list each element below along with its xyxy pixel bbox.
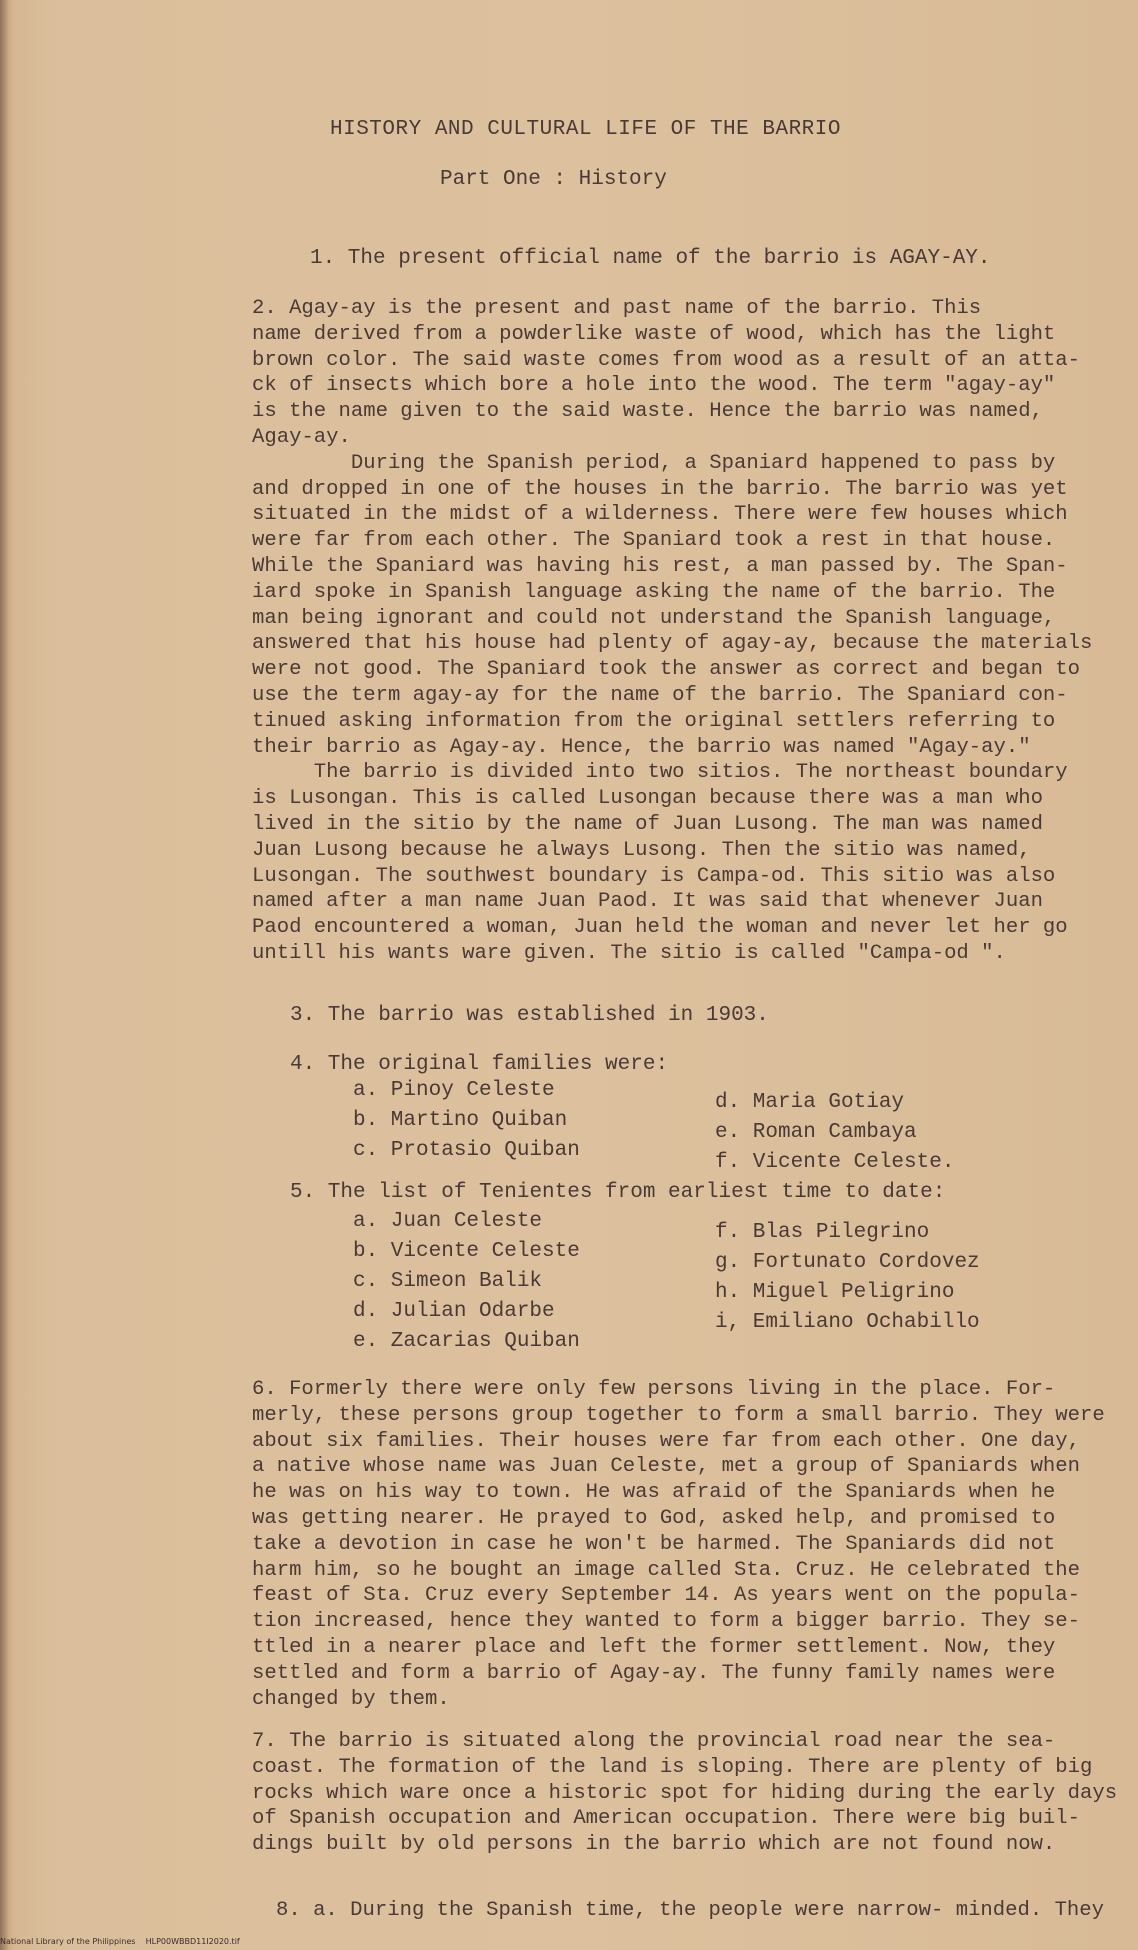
list-item: h. Miguel Peligrino [715,1281,955,1304]
paragraph-line: situated in the midst of a wilderness. There were few houses which [252,503,1068,527]
paragraph-line: name derived from a powderlike waste of wood, which has the light [252,322,1056,346]
paragraph-line: 2. Agay-ay is the present and past name of the barrio. This [252,297,982,320]
paragraph-line: of Spanish occupation and American occupation. There were big buil- [252,1807,1081,1831]
paragraph-line: were far from each other. The Spaniard took a rest in that house. [252,529,1056,553]
paragraph-line: was getting nearer. He prayed to God, asked help, and promised to [252,1506,1056,1530]
item-2-paragraph [252,296,1092,967]
list-item: i, Emiliano Ochabillo [715,1311,980,1334]
list-item: e. Roman Cambaya [715,1121,917,1144]
item-5-list-left [353,1207,580,1357]
item-4-list-left [353,1076,580,1166]
paragraph-line: While the Spaniard was having his rest, a man passed by. The Span- [252,554,1068,578]
paragraph-line: take a devotion in case he won't be harmed. The Spaniards did not [252,1532,1056,1556]
paragraph-line: feast of Sta. Cruz every September 14. As years went on the popula- [252,1584,1081,1608]
item-5-list-right [715,1218,980,1338]
item-5-heading: 5. The list of Tenientes from earliest time to date: [290,1181,946,1204]
list-item: d. Maria Gotiay [715,1091,905,1114]
archive-footer: National Library of the Philippines HLP00WBBD11I2020.tif [0,1937,240,1946]
item-4-heading: 4. The original families were: [290,1053,669,1076]
document-subtitle: Part One : History [440,168,667,191]
paragraph-line: a native whose name was Juan Celeste, met a group of Spaniards when [252,1455,1081,1479]
paragraph-line: tion increased, hence they wanted to form a bigger barrio. They se- [252,1610,1081,1634]
paragraph-line: harm him, so he bought an image called Sta. Cruz. He celebrated the [252,1558,1081,1582]
page-binding-edge [0,0,8,1950]
paragraph-line: iard spoke in Spanish language asking the name of the barrio. The [252,580,1056,604]
paragraph-line: he was on his way to town. He was afraid of the Spaniards when he [252,1481,1056,1505]
paragraph-line: is Lusongan. This is called Lusongan because there was a man who [252,787,1043,811]
list-item: b. Martino Quiban [353,1109,568,1132]
paragraph-line: dings built by old persons in the barrio which are not found now. [252,1833,1056,1857]
paragraph-line: is the name given to the said waste. Hence the barrio was named, [252,400,1043,424]
document-title: HISTORY AND CULTURAL LIFE OF THE BARRIO [330,118,841,141]
paragraph-line: lived in the sitio by the name of Juan Lusong. The man was named [252,812,1043,836]
paragraph-line: settled and form a barrio of Agay-ay. The funny family names were [252,1661,1056,1685]
paragraph-line: Paod encountered a woman, Juan held the woman and never let her go [252,916,1068,940]
paragraph-line: 6. Formerly there were only few persons living in the place. For- [252,1378,1056,1401]
paragraph-line: and dropped in one of the houses in the barrio. The barrio was yet [252,477,1068,501]
paragraph-line: ck of insects which bore a hole into the wood. The term "agay-ay" [252,374,1056,398]
paragraph-line: named after a man name Juan Paod. It was said that whenever Juan [252,890,1043,914]
paragraph-line: brown color. The said waste comes from wood as a result of an atta- [252,348,1081,372]
item-4-list-right [715,1088,954,1178]
paragraph-line: Juan Lusong because he always Lusong. Then the sitio was named, [252,838,1031,862]
item-6-paragraph [252,1377,1105,1712]
list-item: f. Vicente Celeste. [715,1151,955,1174]
paragraph-line: merly, these persons group together to form a small barrio. They were [252,1403,1105,1427]
list-item: c. Simeon Balik [353,1270,543,1293]
paragraph-line: Lusongan. The southwest boundary is Campa-od. This sitio was also [252,864,1056,888]
paragraph-line: changed by them. [252,1687,450,1711]
list-item: c. Protasio Quiban [353,1139,580,1162]
paragraph-line: ttled in a nearer place and left the former settlement. Now, they [252,1635,1056,1659]
list-item: b. Vicente Celeste [353,1240,580,1263]
paragraph-line: Agay-ay. [252,425,351,449]
paragraph-line: use the term agay-ay for the name of the barrio. The Spaniard con- [252,683,1068,707]
list-item: d. Julian Odarbe [353,1300,555,1323]
paragraph-line: 7. The barrio is situated along the provincial road near the sea- [252,1730,1056,1753]
paragraph-line: their barrio as Agay-ay. Hence, the barrio was named "Agay-ay." [252,735,1031,759]
paragraph-line: The barrio is divided into two sitios. The northeast boundary [252,761,1068,785]
list-item: f. Blas Pilegrino [715,1221,930,1244]
item-1: 1. The present official name of the barrio is AGAY-AY. [310,247,991,270]
paragraph-line: about six families. Their houses were far from each other. One day, [252,1429,1081,1453]
item-7-paragraph [252,1729,1117,1858]
paragraph-line: rocks which ware once a historic spot for hiding during the early days [252,1781,1118,1805]
paragraph-line: coast. The formation of the land is sloping. There are plenty of big [252,1755,1093,1779]
paragraph-line: were not good. The Spaniard took the answer as correct and began to [252,658,1081,682]
list-item: a. Pinoy Celeste [353,1079,555,1102]
paragraph-line: man being ignorant and could not understand the Spanish language, [252,606,1056,630]
list-item: g. Fortunato Cordovez [715,1251,980,1274]
item-3: 3. The barrio was established in 1903. [290,1004,769,1027]
paragraph-line: During the Spanish period, a Spaniard happened to pass by [252,451,1056,475]
list-item: a. Juan Celeste [353,1210,543,1233]
paragraph-line: tinued asking information from the original settlers referring to [252,709,1056,733]
item-8-partial: 8. a. During the Spanish time, the people were narrow- minded. They [276,1899,1105,1922]
paragraph-line: answered that his house had plenty of agay-ay, because the materials [252,632,1093,656]
paragraph-line: untill his wants ware given. The sitio is called "Campa-od ". [252,941,1006,965]
list-item: e. Zacarias Quiban [353,1330,580,1353]
